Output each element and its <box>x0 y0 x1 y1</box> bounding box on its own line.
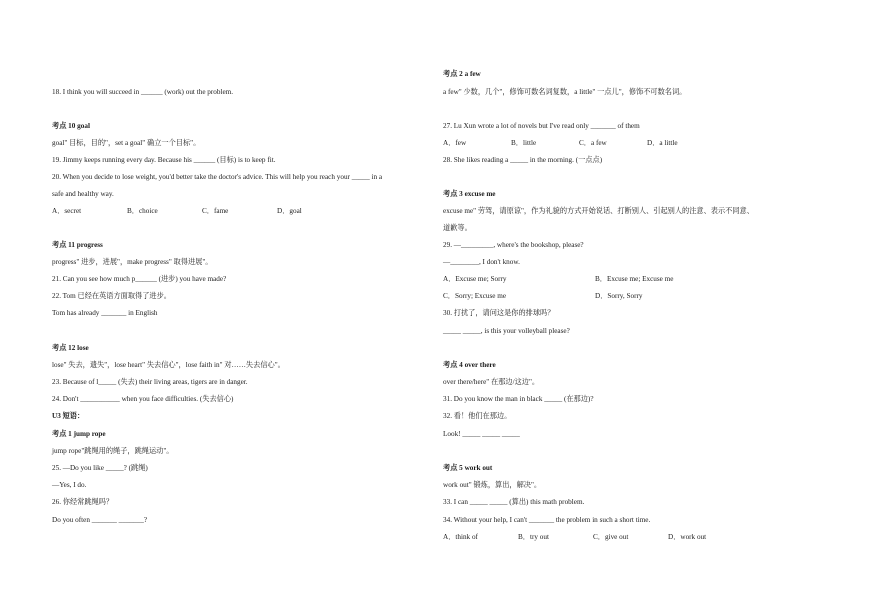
question-28: 28. She likes reading a _____ in the morning. (一点点) <box>443 156 603 164</box>
question-20-line-2: safe and healthy way. <box>52 190 114 198</box>
kaodian-2-note: a few" 少数，几个"，修饰可数名词复数，a little" 一点儿"，修饰不可数名词。 <box>443 88 687 96</box>
unit-3-title: U3 短语： <box>52 412 85 420</box>
option-c: C．a few <box>579 139 607 147</box>
question-19: 19. Jimmy keeps running every day. Because his ______ (目标) is to keep fit. <box>52 156 276 164</box>
kaodian-12-heading: 考点 12 lose <box>52 344 89 352</box>
option-c: C．fame <box>202 207 229 215</box>
option-d: D．a little <box>647 139 678 147</box>
kaodian-5-heading: 考点 5 work out <box>443 464 493 472</box>
kaodian-1-note: jump rope"跳绳用的绳子，跳绳运动"。 <box>52 447 174 455</box>
question-34: 34. Without your help, I can't _______ the problem in such a short time. <box>443 516 651 524</box>
right-column <box>443 0 843 616</box>
option-c: C．give out <box>593 533 629 541</box>
question-24: 24. Don't ___________ when you face difficulties. (失去信心) <box>52 395 234 403</box>
option-a: A．Excuse me; Sorry <box>443 275 507 283</box>
question-34-options <box>443 532 743 542</box>
question-27-options <box>443 138 715 148</box>
question-26-english: Do you often _______ _______? <box>52 516 148 524</box>
option-d: D．work out <box>668 533 707 541</box>
option-d: D．goal <box>277 207 302 215</box>
question-26-chinese: 26. 你经常跳绳吗？ <box>52 498 114 506</box>
question-29-options-row-2 <box>443 291 642 301</box>
option-b: B．little <box>511 139 537 147</box>
question-20-line-1: 20. When you decide to lose weight, you'd better take the doctor's advice. This will help you reach your _____ in a <box>52 173 383 181</box>
question-25: 25. —Do you like _____? (跳绳) <box>52 464 148 472</box>
question-22-english: Tom has already _______ in English <box>52 309 158 317</box>
option-b: B．Excuse me; Excuse me <box>595 275 674 283</box>
kaodian-11-note: progress" 进步，进展"，make progress" 取得进展"。 <box>52 258 213 266</box>
option-d: D．Sorry, Sorry <box>595 292 643 300</box>
question-31: 31. Do you know the man in black _____ (在那边)? <box>443 395 594 403</box>
kaodian-11-heading: 考点 11 progress <box>52 241 103 249</box>
question-23: 23. Because of l_____ (失去) their living areas, tigers are in danger. <box>52 378 248 386</box>
question-32-chinese: 32. 看！他们在那边。 <box>443 412 512 420</box>
kaodian-3-note-line-1: excuse me" 劳驾，请原谅"，作为礼貌的方式开始说话、打断别人、引起别人的注意、表示不同意、 <box>443 207 754 215</box>
question-21: 21. Can you see how much p______ (进步) you have made? <box>52 275 227 283</box>
kaodian-4-heading: 考点 4 over there <box>443 361 496 369</box>
question-30-chinese: 30. 打扰了，请问这是你的排球吗？ <box>443 309 555 317</box>
option-c: C．Sorry; Excuse me <box>443 292 507 300</box>
kaodian-10-heading: 考点 10 goal <box>52 122 90 130</box>
question-32-english: Look! _____ _____ _____ <box>443 430 520 438</box>
kaodian-3-heading: 考点 3 excuse me <box>443 190 496 198</box>
question-18: 18. I think you will succeed in ______ (work) out the problem. <box>52 88 234 96</box>
left-column <box>52 0 452 616</box>
question-25-reply: —Yes, I do. <box>52 481 87 489</box>
question-33: 33. I can _____ _____ (算出) this math problem. <box>443 498 585 506</box>
option-a: A．secret <box>52 207 82 215</box>
question-30-english: _____ _____, is this your volleyball please? <box>443 327 570 335</box>
kaodian-1-heading: 考点 1 jump rope <box>52 430 106 438</box>
question-29-options-row-1 <box>443 274 673 284</box>
question-20-options <box>52 206 352 216</box>
kaodian-5-note: work out" 锻炼，算出，解决"。 <box>443 481 542 489</box>
kaodian-10-note: goal" 目标，目的"，set a goal" 确立一个目标"。 <box>52 139 201 147</box>
kaodian-3-note-line-2: 道歉等。 <box>443 224 472 232</box>
option-a: A．think of <box>443 533 478 541</box>
kaodian-4-note: over there/here" 在那边/这边"。 <box>443 378 540 386</box>
option-b: B．try out <box>518 533 549 541</box>
option-a: A．few <box>443 139 467 147</box>
question-29: 29. —_________, where's the bookshop, please? <box>443 241 584 249</box>
kaodian-2-heading: 考点 2 a few <box>443 70 481 78</box>
option-b: B．choice <box>127 207 158 215</box>
question-22-chinese: 22. Tom 已经在英语方面取得了进步。 <box>52 292 171 300</box>
question-29-reply: —________, I don't know. <box>443 258 520 266</box>
question-27: 27. Lu Xun wrote a lot of novels but I've read only _______ of them <box>443 122 640 130</box>
kaodian-12-note: lose" 失去，遗失"，lose heart" 失去信心"，lose faith in" 对……失去信心"。 <box>52 361 285 369</box>
